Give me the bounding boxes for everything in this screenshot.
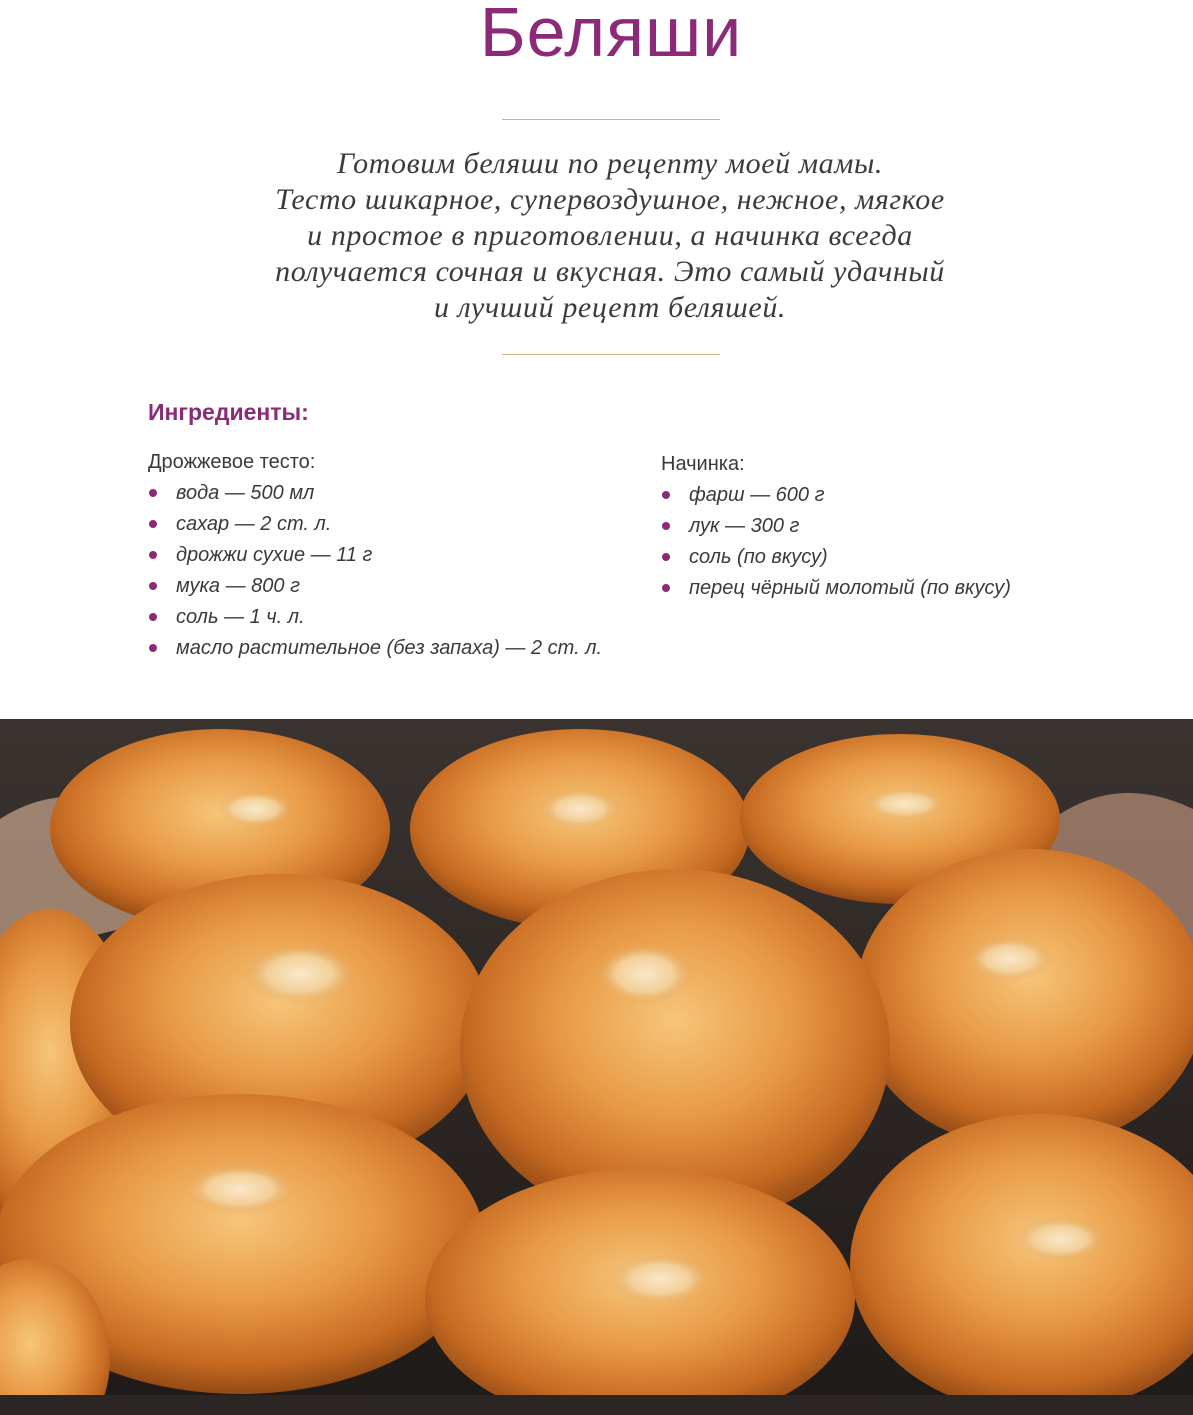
filling-list	[661, 480, 1011, 604]
ingredient-text: фарш — 600 г	[689, 484, 825, 506]
fried-pastries-image	[0, 719, 1193, 1415]
recipe-intro	[150, 146, 1070, 326]
list-item	[148, 478, 602, 509]
filling-label: Начинка:	[661, 453, 745, 475]
bullet-icon	[662, 491, 670, 499]
bullet-icon	[662, 584, 670, 592]
bullet-icon	[149, 613, 157, 621]
bullet-icon	[149, 551, 157, 559]
bullet-icon	[149, 489, 157, 497]
intro-line: Готовим беляши по рецепту моей мамы.	[337, 147, 883, 180]
list-item	[148, 602, 602, 633]
list-item	[148, 571, 602, 602]
ingredient-text: масло растительное (без запаха) — 2 ст. л.	[176, 637, 603, 659]
ingredient-text: соль — 1 ч. л.	[176, 606, 305, 628]
bullet-icon	[149, 644, 157, 652]
recipe-title: Беляши	[479, 0, 743, 71]
intro-line: Тесто шикарное, супервоздушное, нежное, мягкое	[275, 183, 945, 216]
intro-line: и лучший рецепт беляшей.	[433, 291, 787, 324]
ingredient-text: перец чёрный молотый (по вкусу)	[689, 577, 1011, 599]
list-item	[661, 573, 1011, 604]
list-item	[148, 633, 602, 664]
list-item	[148, 540, 602, 571]
intro-line: получается сочная и вкусная. Это самый удачный	[275, 255, 945, 288]
list-item	[661, 480, 1011, 511]
bullet-icon	[149, 520, 157, 528]
belyashi-photo	[0, 719, 1193, 1415]
dough-list	[148, 478, 602, 664]
list-item	[661, 542, 1011, 573]
dough-label: Дрожжевое тесто:	[148, 451, 316, 473]
bullet-icon	[149, 582, 157, 590]
list-item	[148, 509, 602, 540]
divider-top	[502, 119, 720, 120]
dough-ingredients	[148, 448, 602, 664]
intro-line: и простое в приготовлении, а начинка всегда	[307, 219, 913, 252]
divider-bottom	[502, 354, 720, 355]
ingredients-heading: Ингредиенты:	[148, 399, 309, 425]
ingredient-text: мука — 800 г	[176, 575, 300, 597]
ingredient-text: сахар — 2 ст. л.	[176, 513, 332, 535]
ingredient-text: лук — 300 г	[689, 515, 800, 537]
ingredient-text: соль (по вкусу)	[689, 546, 828, 568]
filling-ingredients	[661, 450, 1011, 604]
ingredient-text: дрожжи сухие — 11 г	[176, 544, 373, 566]
bullet-icon	[662, 522, 670, 530]
ingredient-text: вода — 500 мл	[176, 482, 315, 504]
bullet-icon	[662, 553, 670, 561]
list-item	[661, 511, 1011, 542]
